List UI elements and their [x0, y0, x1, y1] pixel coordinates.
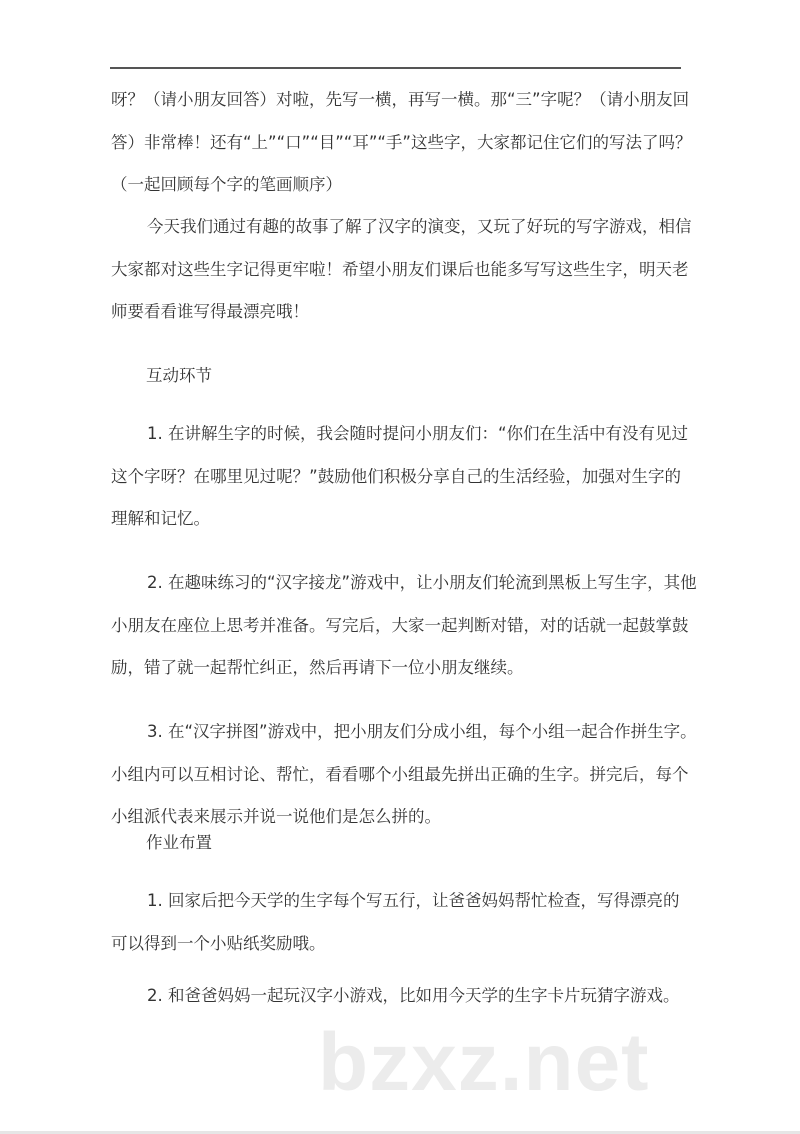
text-line: （一起回顾每个字的笔画顺序）	[111, 175, 342, 194]
text-line: 1. 回家后把今天学的生字每个写五行，让爸爸妈妈帮忙检查，写得漂亮的	[147, 891, 680, 910]
header-rule	[110, 67, 681, 69]
paragraph-answers	[111, 79, 692, 207]
interaction-item-3	[111, 711, 697, 839]
text-line: 励，错了就一起帮忙纠正，然后再请下一位小朋友继续。	[111, 658, 524, 677]
text-line: 小组内可以互相讨论、帮忙，看看哪个小组最先拼出正确的生字。拼完后，每个	[111, 764, 689, 784]
homework-item-2	[111, 975, 681, 1018]
text-line: 这个字呀？在哪里见过呢？”鼓励他们积极分享自己的生活经验，加强对生字的	[111, 466, 681, 486]
section-heading-homework: 作业布置	[146, 833, 212, 852]
interaction-item-1	[111, 413, 689, 541]
interaction-item-2	[111, 562, 697, 690]
text-line: 小朋友在座位上思考并准备。写完后，大家一起判断对错，对的话就一起鼓掌鼓	[111, 615, 689, 635]
text-line: 师要看看谁写得最漂亮哦！	[111, 302, 309, 321]
text-line: 2. 在趣味练习的“汉字接龙”游戏中，让小朋友们轮流到黑板上写生字，其他	[147, 573, 697, 592]
text-line: 可以得到一个小贴纸奖励哦。	[111, 933, 326, 953]
text-line: 理解和记忆。	[111, 509, 210, 528]
text-line: 小组派代表来展示并说一说他们是怎么拼的。	[111, 807, 441, 826]
paragraph-summary	[111, 206, 692, 334]
text-line: 答）非常棒！还有“上”“口”“目”“耳”“手”这些字，大家都记住它们的写法了吗？	[111, 132, 692, 152]
text-line: 3. 在“汉字拼图”游戏中，把小朋友们分成小组，每个小组一起合作拼生字。	[147, 722, 697, 741]
text-line: 1. 在讲解生字的时候，我会随时提问小朋友们：“你们在生活中有没有见过	[147, 424, 689, 443]
section-heading-interaction: 互动环节	[146, 366, 212, 385]
watermark: bzxz.net	[318, 1017, 650, 1108]
text-line: 2. 和爸爸妈妈一起玩汉字小游戏，比如用今天学的生字卡片玩猜字游戏。	[147, 986, 680, 1005]
text-line: 今天我们通过有趣的故事了解了汉字的演变，又玩了好玩的写字游戏，相信	[147, 217, 692, 236]
text-line: 大家都对这些生字记得更牢啦！希望小朋友们课后也能多写写这些生字，明天老	[111, 259, 689, 279]
text-line: 呀？（请小朋友回答）对啦，先写一横，再写一横。那“三”字呢？（请小朋友回	[111, 90, 690, 109]
homework-item-1	[111, 880, 681, 965]
